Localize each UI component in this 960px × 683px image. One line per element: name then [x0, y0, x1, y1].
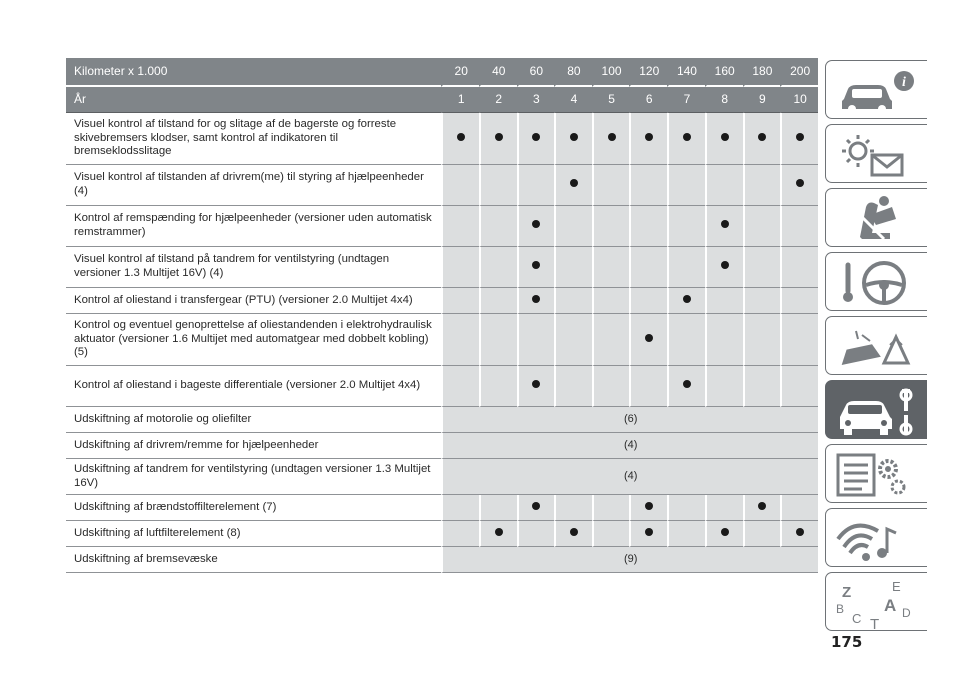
interval-cell [554, 165, 592, 206]
interval-cell [479, 206, 517, 247]
interval-cell [592, 314, 630, 366]
interval-cell [554, 314, 592, 366]
row-description: Kontrol af oliestand i bageste differentiale (versioner 2.0 Multijet 4x4) [66, 366, 441, 407]
interval-dot-icon [721, 528, 729, 536]
interval-cell [705, 247, 743, 288]
table-row [66, 521, 818, 547]
interval-cell [441, 206, 479, 247]
km-value: 60 [517, 58, 555, 87]
interval-cell [554, 495, 592, 521]
sidebar-tab-technical-data[interactable] [825, 444, 927, 503]
interval-dot-icon [532, 295, 540, 303]
interval-cell [517, 247, 555, 288]
interval-cell [743, 113, 781, 165]
row-description: Udskiftning af tandrem for ventilstyring (undtagen versioner 1.3 Multijet 16V) [66, 459, 441, 495]
interval-dot-icon [645, 528, 653, 536]
interval-cell [743, 165, 781, 206]
interval-cell [517, 113, 555, 165]
interval-cell [479, 165, 517, 206]
km-label: Kilometer x 1.000 [66, 58, 441, 87]
interval-dot-icon [532, 380, 540, 388]
interval-cell [705, 366, 743, 407]
row-description: Kontrol og eventuel genoprettelse af oliestandenden i elektrohydraulisk aktuator (versioner 1.6 Multijet med automatgear med dobbelt kobling) (5) [66, 314, 441, 366]
km-value: 40 [479, 58, 517, 87]
row-description: Kontrol af oliestand i transfergear (PTU) (versioner 2.0 Multijet 4x4) [66, 288, 441, 314]
year-value: 10 [780, 87, 818, 113]
row-description: Visuel kontrol af tilstanden af drivrem(me) til styring af hjælpeenheder (4) [66, 165, 441, 206]
interval-cell [629, 314, 667, 366]
table-row [66, 206, 818, 247]
interval-dot-icon [758, 133, 766, 141]
table-row [66, 433, 818, 459]
interval-cell [592, 366, 630, 407]
interval-cell [705, 165, 743, 206]
interval-cell [479, 521, 517, 547]
interval-cell [517, 521, 555, 547]
year-value: 7 [667, 87, 705, 113]
interval-cell [780, 288, 818, 314]
year-value: 3 [517, 87, 555, 113]
interval-cell [667, 206, 705, 247]
interval-dot-icon [457, 133, 465, 141]
interval-cell [667, 366, 705, 407]
interval-cell [780, 247, 818, 288]
interval-dot-icon [796, 179, 804, 187]
km-value: 80 [554, 58, 592, 87]
table-row [66, 366, 818, 407]
interval-cell [479, 314, 517, 366]
interval-cell [780, 113, 818, 165]
sidebar-tab-steering-wheel[interactable] [825, 252, 927, 311]
interval-dot-icon [532, 133, 540, 141]
interval-cell [705, 206, 743, 247]
interval-cell [780, 521, 818, 547]
index-icon [826, 573, 926, 631]
interval-dot-icon [495, 133, 503, 141]
svg-text:i: i [902, 75, 906, 90]
row-description: Visuel kontrol af tilstand for og slitage af de bagerste og forreste skivebremsers klodser, samt kontrol af indikatoren til bremseklodsslitage [66, 113, 441, 165]
km-value: 20 [441, 58, 479, 87]
interval-cell [592, 288, 630, 314]
row-description: Udskiftning af motorolie og oliefilter [66, 407, 441, 433]
interval-dot-icon [796, 528, 804, 536]
seat-airbag-icon [826, 189, 926, 247]
interval-cell [592, 247, 630, 288]
year-value: 6 [629, 87, 667, 113]
interval-dot-icon [570, 179, 578, 187]
km-value: 140 [667, 58, 705, 87]
interval-dot-icon [721, 220, 729, 228]
km-value: 160 [705, 58, 743, 87]
interval-cell [743, 366, 781, 407]
sidebar-tab-index[interactable] [825, 572, 927, 631]
interval-cell [554, 247, 592, 288]
sidebar-tab-seat-airbag[interactable] [825, 188, 927, 247]
interval-cell [479, 288, 517, 314]
interval-cell [743, 495, 781, 521]
table-row [66, 459, 818, 495]
interval-cell [441, 495, 479, 521]
table-row [66, 113, 818, 165]
interval-cell [667, 113, 705, 165]
interval-dot-icon [683, 295, 691, 303]
row-note: (6) [441, 407, 818, 433]
warning-lights-icon [826, 125, 926, 183]
interval-cell [441, 314, 479, 366]
index-letter: E [892, 579, 901, 594]
interval-cell [517, 165, 555, 206]
interval-cell [705, 314, 743, 366]
interval-cell [517, 288, 555, 314]
interval-cell [554, 366, 592, 407]
interval-cell [554, 113, 592, 165]
interval-dot-icon [570, 528, 578, 536]
interval-cell [667, 288, 705, 314]
year-label: År [66, 87, 441, 113]
year-value: 5 [592, 87, 630, 113]
table-row [66, 165, 818, 206]
interval-cell [517, 366, 555, 407]
km-value: 100 [592, 58, 630, 87]
interval-cell [441, 366, 479, 407]
table-row [66, 407, 818, 433]
interval-cell [517, 314, 555, 366]
interval-cell [629, 206, 667, 247]
interval-cell [667, 314, 705, 366]
interval-cell [667, 521, 705, 547]
interval-dot-icon [683, 380, 691, 388]
interval-cell [592, 165, 630, 206]
interval-cell [629, 165, 667, 206]
interval-cell [629, 247, 667, 288]
km-value: 200 [780, 58, 818, 87]
car-maintenance-icon [826, 381, 926, 439]
interval-cell [705, 288, 743, 314]
year-value: 1 [441, 87, 479, 113]
interval-dot-icon [721, 133, 729, 141]
row-note: (4) [441, 459, 818, 495]
interval-cell [780, 206, 818, 247]
interval-dot-icon [683, 133, 691, 141]
index-letter: D [902, 606, 911, 620]
interval-cell [780, 165, 818, 206]
steering-wheel-icon [826, 253, 926, 311]
interval-dot-icon [608, 133, 616, 141]
interval-cell [441, 247, 479, 288]
interval-cell [743, 314, 781, 366]
technical-data-icon [826, 445, 926, 503]
index-letter: B [836, 602, 845, 616]
interval-cell [629, 366, 667, 407]
index-letter: C [852, 611, 862, 626]
interval-cell [479, 495, 517, 521]
interval-cell [705, 521, 743, 547]
chapter-sidebar [825, 60, 929, 636]
row-description: Udskiftning af drivrem/remme for hjælpeenheder [66, 433, 441, 459]
interval-cell [554, 206, 592, 247]
maintenance-table [66, 58, 818, 573]
interval-cell [667, 165, 705, 206]
interval-cell [743, 206, 781, 247]
interval-dot-icon [532, 261, 540, 269]
interval-cell [479, 366, 517, 407]
index-letter: T [870, 616, 880, 631]
interval-cell [705, 495, 743, 521]
interval-cell [629, 288, 667, 314]
interval-cell [667, 247, 705, 288]
sidebar-tab-multimedia[interactable] [825, 508, 927, 567]
interval-cell [592, 113, 630, 165]
interval-cell [629, 113, 667, 165]
sidebar-tab-car-maintenance[interactable] [825, 380, 927, 439]
year-value: 4 [554, 87, 592, 113]
index-letter: A [884, 596, 897, 615]
interval-dot-icon [758, 502, 766, 510]
table-row [66, 495, 818, 521]
interval-dot-icon [495, 528, 503, 536]
interval-cell [667, 495, 705, 521]
km-value: 120 [629, 58, 667, 87]
table-row [66, 314, 818, 366]
interval-cell [629, 521, 667, 547]
interval-cell [479, 113, 517, 165]
sidebar-tab-car-info[interactable] [825, 60, 927, 119]
sidebar-tab-warning-lights[interactable] [825, 124, 927, 183]
year-value: 2 [479, 87, 517, 113]
interval-cell [743, 247, 781, 288]
interval-cell [517, 206, 555, 247]
emergency-icon [826, 317, 926, 375]
interval-dot-icon [570, 133, 578, 141]
table-row [66, 247, 818, 288]
interval-cell [705, 113, 743, 165]
sidebar-tab-emergency[interactable] [825, 316, 927, 375]
row-description: Udskiftning af brændstoffilterelement (7) [66, 495, 441, 521]
interval-dot-icon [532, 502, 540, 510]
year-value: 9 [743, 87, 781, 113]
interval-cell [780, 314, 818, 366]
header-row-km [66, 58, 818, 87]
page-number: 175 [831, 633, 863, 651]
row-note: (4) [441, 433, 818, 459]
interval-cell [780, 495, 818, 521]
row-description: Visuel kontrol af tilstand på tandrem for ventilstyring (undtagen versioner 1.3 Multijet 16V) (4) [66, 247, 441, 288]
table-row [66, 288, 818, 314]
row-description: Kontrol af remspænding for hjælpeenheder (versioner uden automatisk remstrammer) [66, 206, 441, 247]
row-description: Udskiftning af luftfilterelement (8) [66, 521, 441, 547]
interval-cell [554, 288, 592, 314]
year-value: 8 [705, 87, 743, 113]
header-row-year [66, 87, 818, 113]
car-info-icon [826, 61, 926, 119]
table-row [66, 547, 818, 573]
interval-dot-icon [645, 502, 653, 510]
interval-cell [554, 521, 592, 547]
interval-cell [629, 495, 667, 521]
interval-dot-icon [645, 133, 653, 141]
interval-cell [517, 495, 555, 521]
interval-cell [441, 288, 479, 314]
row-note: (9) [441, 547, 818, 573]
interval-dot-icon [645, 334, 653, 342]
interval-dot-icon [796, 133, 804, 141]
interval-cell [441, 521, 479, 547]
interval-cell [592, 495, 630, 521]
index-letter: Z [842, 584, 852, 601]
multimedia-icon [826, 509, 926, 567]
interval-cell [592, 206, 630, 247]
interval-cell [592, 521, 630, 547]
row-description: Udskiftning af bremsevæske [66, 547, 441, 573]
interval-cell [743, 521, 781, 547]
interval-cell [780, 366, 818, 407]
km-value: 180 [743, 58, 781, 87]
interval-cell [479, 247, 517, 288]
interval-cell [441, 113, 479, 165]
interval-dot-icon [532, 220, 540, 228]
interval-cell [441, 165, 479, 206]
interval-dot-icon [721, 261, 729, 269]
interval-cell [743, 288, 781, 314]
